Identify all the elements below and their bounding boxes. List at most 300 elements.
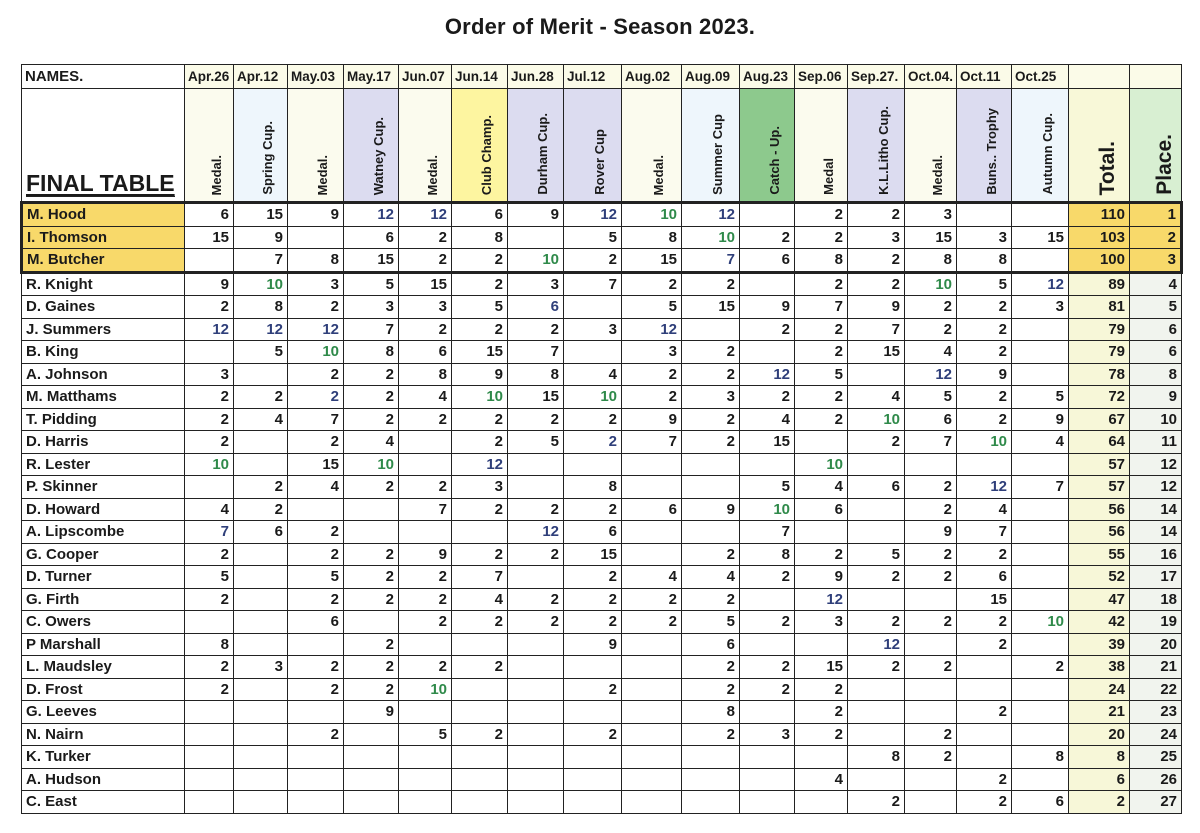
player-name: D. Harris [22, 431, 185, 454]
score-cell: 2 [682, 408, 740, 431]
table-row [22, 701, 1182, 724]
score-cell: 12 [452, 453, 508, 476]
score-cell [957, 203, 1012, 227]
total-cell: 89 [1069, 272, 1130, 296]
score-cell: 9 [622, 408, 682, 431]
player-name: R. Knight [22, 272, 185, 296]
score-cell: 10 [185, 453, 234, 476]
score-cell: 2 [399, 249, 452, 273]
score-cell [848, 701, 905, 724]
player-name: M. Butcher [22, 249, 185, 273]
player-name: G. Leeves [22, 701, 185, 724]
score-cell: 2 [452, 656, 508, 679]
score-cell: 7 [682, 249, 740, 273]
score-cell: 2 [508, 611, 564, 634]
score-cell: 2 [905, 543, 957, 566]
score-cell: 6 [740, 249, 795, 273]
score-cell: 2 [905, 566, 957, 589]
score-cell [1012, 768, 1069, 791]
score-cell: 2 [848, 791, 905, 814]
score-cell [344, 791, 399, 814]
score-cell [1012, 678, 1069, 701]
score-cell: 2 [564, 498, 622, 521]
score-cell [682, 746, 740, 769]
score-cell: 3 [185, 363, 234, 386]
score-cell: 2 [399, 476, 452, 499]
score-cell: 6 [957, 566, 1012, 589]
score-cell: 2 [682, 723, 740, 746]
score-cell [848, 588, 905, 611]
score-cell: 15 [399, 272, 452, 296]
score-cell: 2 [905, 611, 957, 634]
score-cell: 15 [452, 341, 508, 364]
score-cell: 2 [957, 386, 1012, 409]
total-cell: 21 [1069, 701, 1130, 724]
event-name-label: Club Champ. [479, 114, 494, 195]
score-cell: 5 [452, 296, 508, 319]
score-cell: 5 [508, 431, 564, 454]
event-name-header [682, 89, 740, 203]
score-cell: 2 [957, 791, 1012, 814]
score-cell [957, 656, 1012, 679]
score-cell: 2 [234, 476, 288, 499]
event-name-header [288, 89, 344, 203]
score-cell: 6 [288, 611, 344, 634]
player-name: C. East [22, 791, 185, 814]
score-cell: 2 [957, 701, 1012, 724]
score-cell: 2 [399, 226, 452, 249]
score-cell [795, 633, 848, 656]
place-cell: 17 [1130, 566, 1182, 589]
score-cell: 2 [344, 363, 399, 386]
score-cell: 12 [740, 363, 795, 386]
score-cell [564, 656, 622, 679]
score-cell [288, 226, 344, 249]
score-cell: 2 [682, 543, 740, 566]
score-cell [564, 791, 622, 814]
score-cell: 6 [185, 203, 234, 227]
score-cell: 2 [682, 656, 740, 679]
score-cell: 2 [344, 656, 399, 679]
score-cell: 10 [234, 272, 288, 296]
event-date-header: May.03 [288, 65, 344, 89]
page-title: Order of Merit - Season 2023. [444, 14, 756, 39]
score-cell: 2 [795, 272, 848, 296]
score-cell [185, 701, 234, 724]
event-date-header: Apr.26 [185, 65, 234, 89]
score-cell: 7 [185, 521, 234, 544]
order-of-merit-table [20, 64, 1183, 814]
score-cell [399, 768, 452, 791]
score-cell: 3 [452, 476, 508, 499]
score-cell: 2 [288, 296, 344, 319]
score-cell: 2 [452, 611, 508, 634]
score-cell: 2 [795, 678, 848, 701]
score-cell: 10 [452, 386, 508, 409]
table-row [22, 611, 1182, 634]
score-cell: 8 [185, 633, 234, 656]
table-row [22, 296, 1182, 319]
score-cell: 2 [740, 386, 795, 409]
player-name: A. Hudson [22, 768, 185, 791]
score-cell [795, 746, 848, 769]
score-cell: 2 [795, 543, 848, 566]
score-cell: 2 [740, 656, 795, 679]
score-cell: 6 [1012, 791, 1069, 814]
place-cell: 14 [1130, 521, 1182, 544]
score-cell: 15 [288, 453, 344, 476]
place-cell: 12 [1130, 453, 1182, 476]
score-cell: 4 [452, 588, 508, 611]
event-name-header [848, 89, 905, 203]
score-cell [1012, 363, 1069, 386]
score-cell: 7 [957, 521, 1012, 544]
score-cell: 2 [682, 588, 740, 611]
score-cell [957, 723, 1012, 746]
place-cell: 16 [1130, 543, 1182, 566]
score-cell: 8 [1012, 746, 1069, 769]
score-cell: 2 [288, 678, 344, 701]
score-cell [288, 768, 344, 791]
score-cell: 9 [185, 272, 234, 296]
event-date-header: Apr.12 [234, 65, 288, 89]
score-cell: 8 [564, 476, 622, 499]
score-cell [234, 791, 288, 814]
score-cell: 2 [185, 386, 234, 409]
score-cell: 6 [848, 476, 905, 499]
score-cell: 9 [344, 701, 399, 724]
total-header [1069, 89, 1130, 203]
score-cell [234, 543, 288, 566]
score-cell [452, 521, 508, 544]
score-cell [682, 476, 740, 499]
total-cell: 78 [1069, 363, 1130, 386]
total-cell: 110 [1069, 203, 1130, 227]
score-cell [234, 633, 288, 656]
score-cell: 2 [508, 318, 564, 341]
names-header: NAMES. [22, 65, 185, 89]
score-cell [564, 701, 622, 724]
score-cell: 2 [740, 611, 795, 634]
score-cell: 2 [957, 633, 1012, 656]
score-cell [234, 611, 288, 634]
total-cell: 57 [1069, 453, 1130, 476]
score-cell: 2 [452, 431, 508, 454]
event-date-header: Sep.27. [848, 65, 905, 89]
score-cell: 2 [185, 656, 234, 679]
score-cell [344, 521, 399, 544]
score-cell: 15 [1012, 226, 1069, 249]
score-cell: 2 [234, 498, 288, 521]
score-cell: 2 [564, 611, 622, 634]
score-cell: 12 [564, 203, 622, 227]
score-cell [234, 588, 288, 611]
score-cell: 2 [564, 678, 622, 701]
score-cell: 7 [848, 318, 905, 341]
score-cell: 2 [234, 386, 288, 409]
score-cell: 6 [622, 498, 682, 521]
score-cell: 2 [905, 723, 957, 746]
event-date-header: Aug.09 [682, 65, 740, 89]
total-cell: 67 [1069, 408, 1130, 431]
score-cell [957, 678, 1012, 701]
score-cell: 4 [622, 566, 682, 589]
score-cell [1012, 203, 1069, 227]
score-cell [622, 656, 682, 679]
score-cell: 10 [795, 453, 848, 476]
score-cell: 5 [905, 386, 957, 409]
score-cell [622, 791, 682, 814]
score-cell: 12 [234, 318, 288, 341]
score-cell: 2 [682, 341, 740, 364]
score-cell: 3 [288, 272, 344, 296]
score-cell: 8 [795, 249, 848, 273]
score-cell [452, 701, 508, 724]
score-cell: 3 [508, 272, 564, 296]
score-cell: 9 [957, 363, 1012, 386]
score-cell [682, 318, 740, 341]
score-cell [1012, 249, 1069, 273]
score-cell [622, 746, 682, 769]
score-cell: 2 [399, 588, 452, 611]
score-cell: 6 [344, 226, 399, 249]
score-cell: 2 [508, 498, 564, 521]
score-cell [508, 791, 564, 814]
table-row [22, 746, 1182, 769]
score-cell: 8 [848, 746, 905, 769]
score-cell: 2 [795, 701, 848, 724]
score-cell: 8 [234, 296, 288, 319]
score-cell [740, 341, 795, 364]
score-cell: 5 [1012, 386, 1069, 409]
score-cell [1012, 723, 1069, 746]
score-cell: 2 [622, 363, 682, 386]
score-cell: 15 [508, 386, 564, 409]
score-cell [1012, 566, 1069, 589]
score-cell: 3 [905, 203, 957, 227]
score-cell [288, 701, 344, 724]
event-name-label: Catch - Up. [766, 126, 782, 195]
event-name-label: Spring Cup. [260, 121, 275, 195]
score-cell [288, 746, 344, 769]
score-cell: 8 [957, 249, 1012, 273]
player-name: M. Hood [22, 203, 185, 227]
score-cell [905, 588, 957, 611]
score-cell: 5 [682, 611, 740, 634]
place-cell: 5 [1130, 296, 1182, 319]
event-date-header: Aug.02 [622, 65, 682, 89]
score-cell: 9 [848, 296, 905, 319]
total-cell: 56 [1069, 521, 1130, 544]
place-cell: 19 [1130, 611, 1182, 634]
score-cell [1012, 633, 1069, 656]
score-cell [622, 723, 682, 746]
score-cell [399, 746, 452, 769]
total-cell: 55 [1069, 543, 1130, 566]
score-cell: 7 [288, 408, 344, 431]
score-cell: 2 [622, 272, 682, 296]
score-cell [508, 701, 564, 724]
score-cell [564, 296, 622, 319]
event-name-header [740, 89, 795, 203]
place-cell: 24 [1130, 723, 1182, 746]
place-cell: 18 [1130, 588, 1182, 611]
score-cell [795, 791, 848, 814]
score-cell: 4 [399, 386, 452, 409]
score-cell: 2 [848, 249, 905, 273]
score-cell [185, 476, 234, 499]
score-cell [795, 431, 848, 454]
score-cell: 9 [288, 203, 344, 227]
event-name-label: Medal. [315, 154, 330, 195]
score-cell: 2 [288, 543, 344, 566]
player-name: P. Skinner [22, 476, 185, 499]
event-name-label: Medal. [930, 154, 945, 195]
score-cell: 9 [682, 498, 740, 521]
score-cell [234, 566, 288, 589]
score-cell: 2 [288, 363, 344, 386]
score-cell [452, 633, 508, 656]
score-cell: 9 [508, 203, 564, 227]
score-cell: 2 [622, 611, 682, 634]
score-cell [185, 746, 234, 769]
place-cell: 1 [1130, 203, 1182, 227]
score-cell [848, 453, 905, 476]
score-cell: 10 [905, 272, 957, 296]
score-cell: 2 [452, 408, 508, 431]
score-cell [682, 791, 740, 814]
place-header [1130, 89, 1182, 203]
score-cell: 2 [957, 318, 1012, 341]
event-name-label: Medal. [208, 154, 224, 195]
score-cell [1012, 521, 1069, 544]
score-cell: 9 [1012, 408, 1069, 431]
score-cell: 2 [564, 723, 622, 746]
event-name-label: Autumn Cup. [1039, 113, 1055, 195]
score-cell: 6 [682, 633, 740, 656]
score-cell [452, 791, 508, 814]
score-cell [508, 476, 564, 499]
player-name: J. Summers [22, 318, 185, 341]
score-cell: 2 [452, 543, 508, 566]
score-cell [452, 768, 508, 791]
score-cell [508, 768, 564, 791]
score-cell: 2 [344, 678, 399, 701]
total-cell: 2 [1069, 791, 1130, 814]
score-cell [288, 498, 344, 521]
score-cell [740, 746, 795, 769]
score-cell: 6 [905, 408, 957, 431]
final-table-label [22, 89, 185, 203]
score-cell: 12 [905, 363, 957, 386]
table-row [22, 203, 1182, 227]
total-cell: 56 [1069, 498, 1130, 521]
score-cell [1012, 318, 1069, 341]
player-name: P Marshall [22, 633, 185, 656]
event-name-label: Medal. [651, 154, 666, 195]
event-name-header [1012, 89, 1069, 203]
event-date-header: Jul.12 [564, 65, 622, 89]
table-row [22, 723, 1182, 746]
player-name: D. Turner [22, 566, 185, 589]
place-cell: 6 [1130, 318, 1182, 341]
event-date-header: Oct.25 [1012, 65, 1069, 89]
score-cell: 15 [682, 296, 740, 319]
score-cell: 12 [1012, 272, 1069, 296]
score-cell: 7 [452, 566, 508, 589]
score-cell: 7 [399, 498, 452, 521]
table-row [22, 656, 1182, 679]
score-cell [795, 521, 848, 544]
score-cell: 2 [740, 318, 795, 341]
score-cell [848, 723, 905, 746]
table-row [22, 363, 1182, 386]
total-cell: 38 [1069, 656, 1130, 679]
table-row [22, 408, 1182, 431]
score-cell [185, 341, 234, 364]
place-cell: 12 [1130, 476, 1182, 499]
score-cell: 8 [452, 226, 508, 249]
score-cell [508, 656, 564, 679]
score-cell: 5 [848, 543, 905, 566]
player-name: K. Turker [22, 746, 185, 769]
score-cell: 2 [848, 656, 905, 679]
score-cell: 12 [508, 521, 564, 544]
score-cell: 2 [185, 678, 234, 701]
score-cell [905, 768, 957, 791]
score-cell: 2 [185, 408, 234, 431]
total-cell: 103 [1069, 226, 1130, 249]
score-cell: 2 [740, 566, 795, 589]
event-date-header: Oct.11 [957, 65, 1012, 89]
player-name: A. Johnson [22, 363, 185, 386]
score-cell: 2 [795, 203, 848, 227]
score-cell: 2 [185, 543, 234, 566]
total-cell: 39 [1069, 633, 1130, 656]
score-cell: 5 [564, 226, 622, 249]
place-header-label: Place. [1152, 134, 1176, 195]
score-cell: 5 [795, 363, 848, 386]
score-cell: 12 [288, 318, 344, 341]
score-cell: 2 [957, 341, 1012, 364]
place-cell: 4 [1130, 272, 1182, 296]
score-cell: 2 [399, 566, 452, 589]
score-cell: 2 [682, 272, 740, 296]
score-cell: 5 [185, 566, 234, 589]
score-cell [452, 746, 508, 769]
score-cell: 2 [848, 203, 905, 227]
score-cell: 2 [682, 431, 740, 454]
score-cell [399, 431, 452, 454]
score-cell: 7 [795, 296, 848, 319]
score-cell: 2 [905, 296, 957, 319]
table-row [22, 498, 1182, 521]
score-cell [344, 611, 399, 634]
score-cell: 7 [234, 249, 288, 273]
score-cell: 2 [957, 768, 1012, 791]
total-cell: 79 [1069, 318, 1130, 341]
score-cell [564, 341, 622, 364]
score-cell [234, 363, 288, 386]
score-cell [234, 678, 288, 701]
score-cell: 2 [185, 296, 234, 319]
table-row [22, 226, 1182, 249]
player-name: T. Pidding [22, 408, 185, 431]
table-row [22, 476, 1182, 499]
score-cell: 2 [452, 498, 508, 521]
total-cell: 100 [1069, 249, 1130, 273]
table-row [22, 566, 1182, 589]
